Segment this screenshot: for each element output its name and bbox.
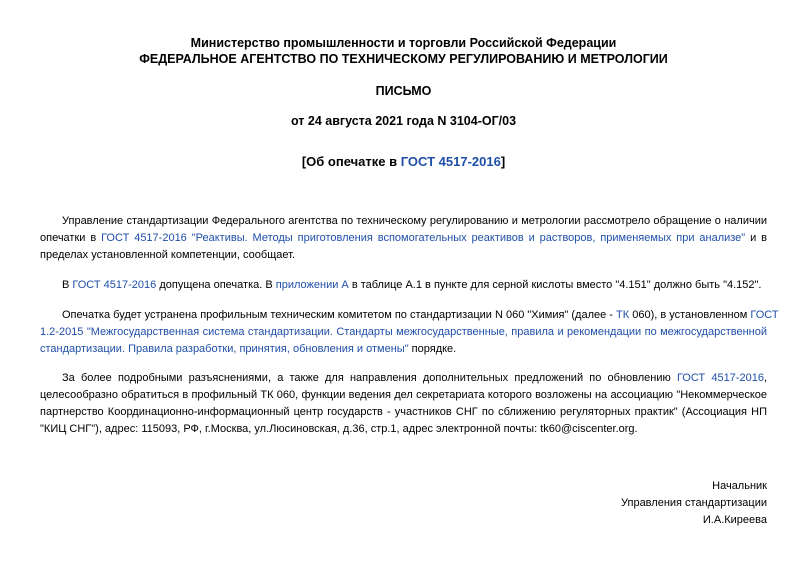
- subject-gost-link[interactable]: ГОСТ 4517-2016: [400, 154, 501, 169]
- agency-title: ФЕДЕРАЛЬНОЕ АГЕНТСТВО ПО ТЕХНИЧЕСКОМУ РЕГУЛИРОВАНИЮ И МЕТРОЛОГИИ: [139, 52, 668, 66]
- gost-4517-link[interactable]: ГОСТ 4517-2016: [72, 279, 157, 291]
- gost-1-2-link[interactable]: 1.2-2015 "Межгосударственная система стандартизации. Стандарты межгосударственные, правила и рекомендации по межгосударственной: [40, 326, 767, 338]
- ministry-title: Министерство промышленности и торговли Российской Федерации: [190, 36, 617, 50]
- gost-title-link[interactable]: "Реактивы. Методы приготовления вспомогательных реактивов и растворов, применяемых при анализе": [191, 232, 746, 244]
- tk-link[interactable]: ТК: [616, 309, 630, 321]
- p1-text: опечатки в: [40, 232, 102, 244]
- paragraph-4-line-1: [40, 371, 767, 385]
- document-subject: [0, 154, 807, 169]
- subject-suffix: ]: [500, 154, 506, 169]
- gost-1-2-link-start[interactable]: ГОСТ: [750, 309, 779, 321]
- paragraph-2: [40, 278, 767, 292]
- document-date-number: от 24 августа 2021 года N 3104-ОГ/03: [290, 114, 517, 128]
- document-type: ПИСЬМО: [375, 84, 432, 98]
- p3-text-a: Опечатка будет устранена профильным техническим комитетом по стандартизации N 060 "Химия" (далее -: [62, 309, 617, 321]
- paragraph-3-line-2: [40, 325, 767, 339]
- appendix-a-link[interactable]: приложении А: [275, 279, 349, 291]
- paragraph-1-line-3: пределах установленной компетенции, сообщает.: [40, 249, 295, 261]
- gost-4517-link[interactable]: ГОСТ 4517-2016: [101, 232, 187, 244]
- signature-department: Управления стандартизации: [621, 497, 767, 509]
- p4-text-a: За более подробными разъяснениями, а также для направления дополнительных предложений по обновлению: [62, 372, 677, 384]
- paragraph-1-line-2: [40, 231, 767, 245]
- gost-4517-link[interactable]: ГОСТ 4517-2016: [676, 372, 764, 384]
- paragraph-4-line-2: целесообразно обратиться в профильный ТК 060, функции ведения дел секретариата которого возложены на ассоциацию "Некоммерческое: [40, 389, 767, 401]
- signature-name: И.А.Киреева: [702, 514, 767, 526]
- p2-text-b: допущена опечатка. В: [156, 279, 276, 291]
- p3-text-b: 060), в установленном: [629, 309, 751, 321]
- p2-text-a: В: [62, 279, 73, 291]
- paragraph-4-line-4: "КИЦ СНГ"), адрес: 115093, РФ, г.Москва, ул.Люсиновская, д.36, стр.1, адрес электронной почты: tk60@ciscenter.org.: [40, 423, 638, 435]
- paragraph-4-line-3: партнерство Координационно-информационный центр государств - участников СНГ по сближению регуляторных практик" (Ассоциация НП: [40, 406, 767, 418]
- subject-prefix: [Об опечатке в: [301, 154, 401, 169]
- paragraph-3-line-1: [40, 308, 779, 322]
- paragraph-1-line-1: Управление стандартизации Федерального агентства по техническому регулированию и метрологии рассмотрело обращение о наличии: [62, 215, 767, 227]
- p1-text-end: и в: [745, 232, 768, 244]
- signature-title: Начальник: [712, 480, 767, 492]
- paragraph-3-line-3: [40, 342, 767, 356]
- gost-1-2-link-end[interactable]: стандартизации. Правила разработки, принятия, обновления и отмены": [40, 343, 409, 355]
- p2-text-c: в таблице А.1 в пункте для серной кислоты вместо "4.151" должно быть "4.152".: [348, 279, 762, 291]
- p3-text-end: порядке.: [408, 343, 457, 355]
- p4-comma: ,: [763, 372, 768, 384]
